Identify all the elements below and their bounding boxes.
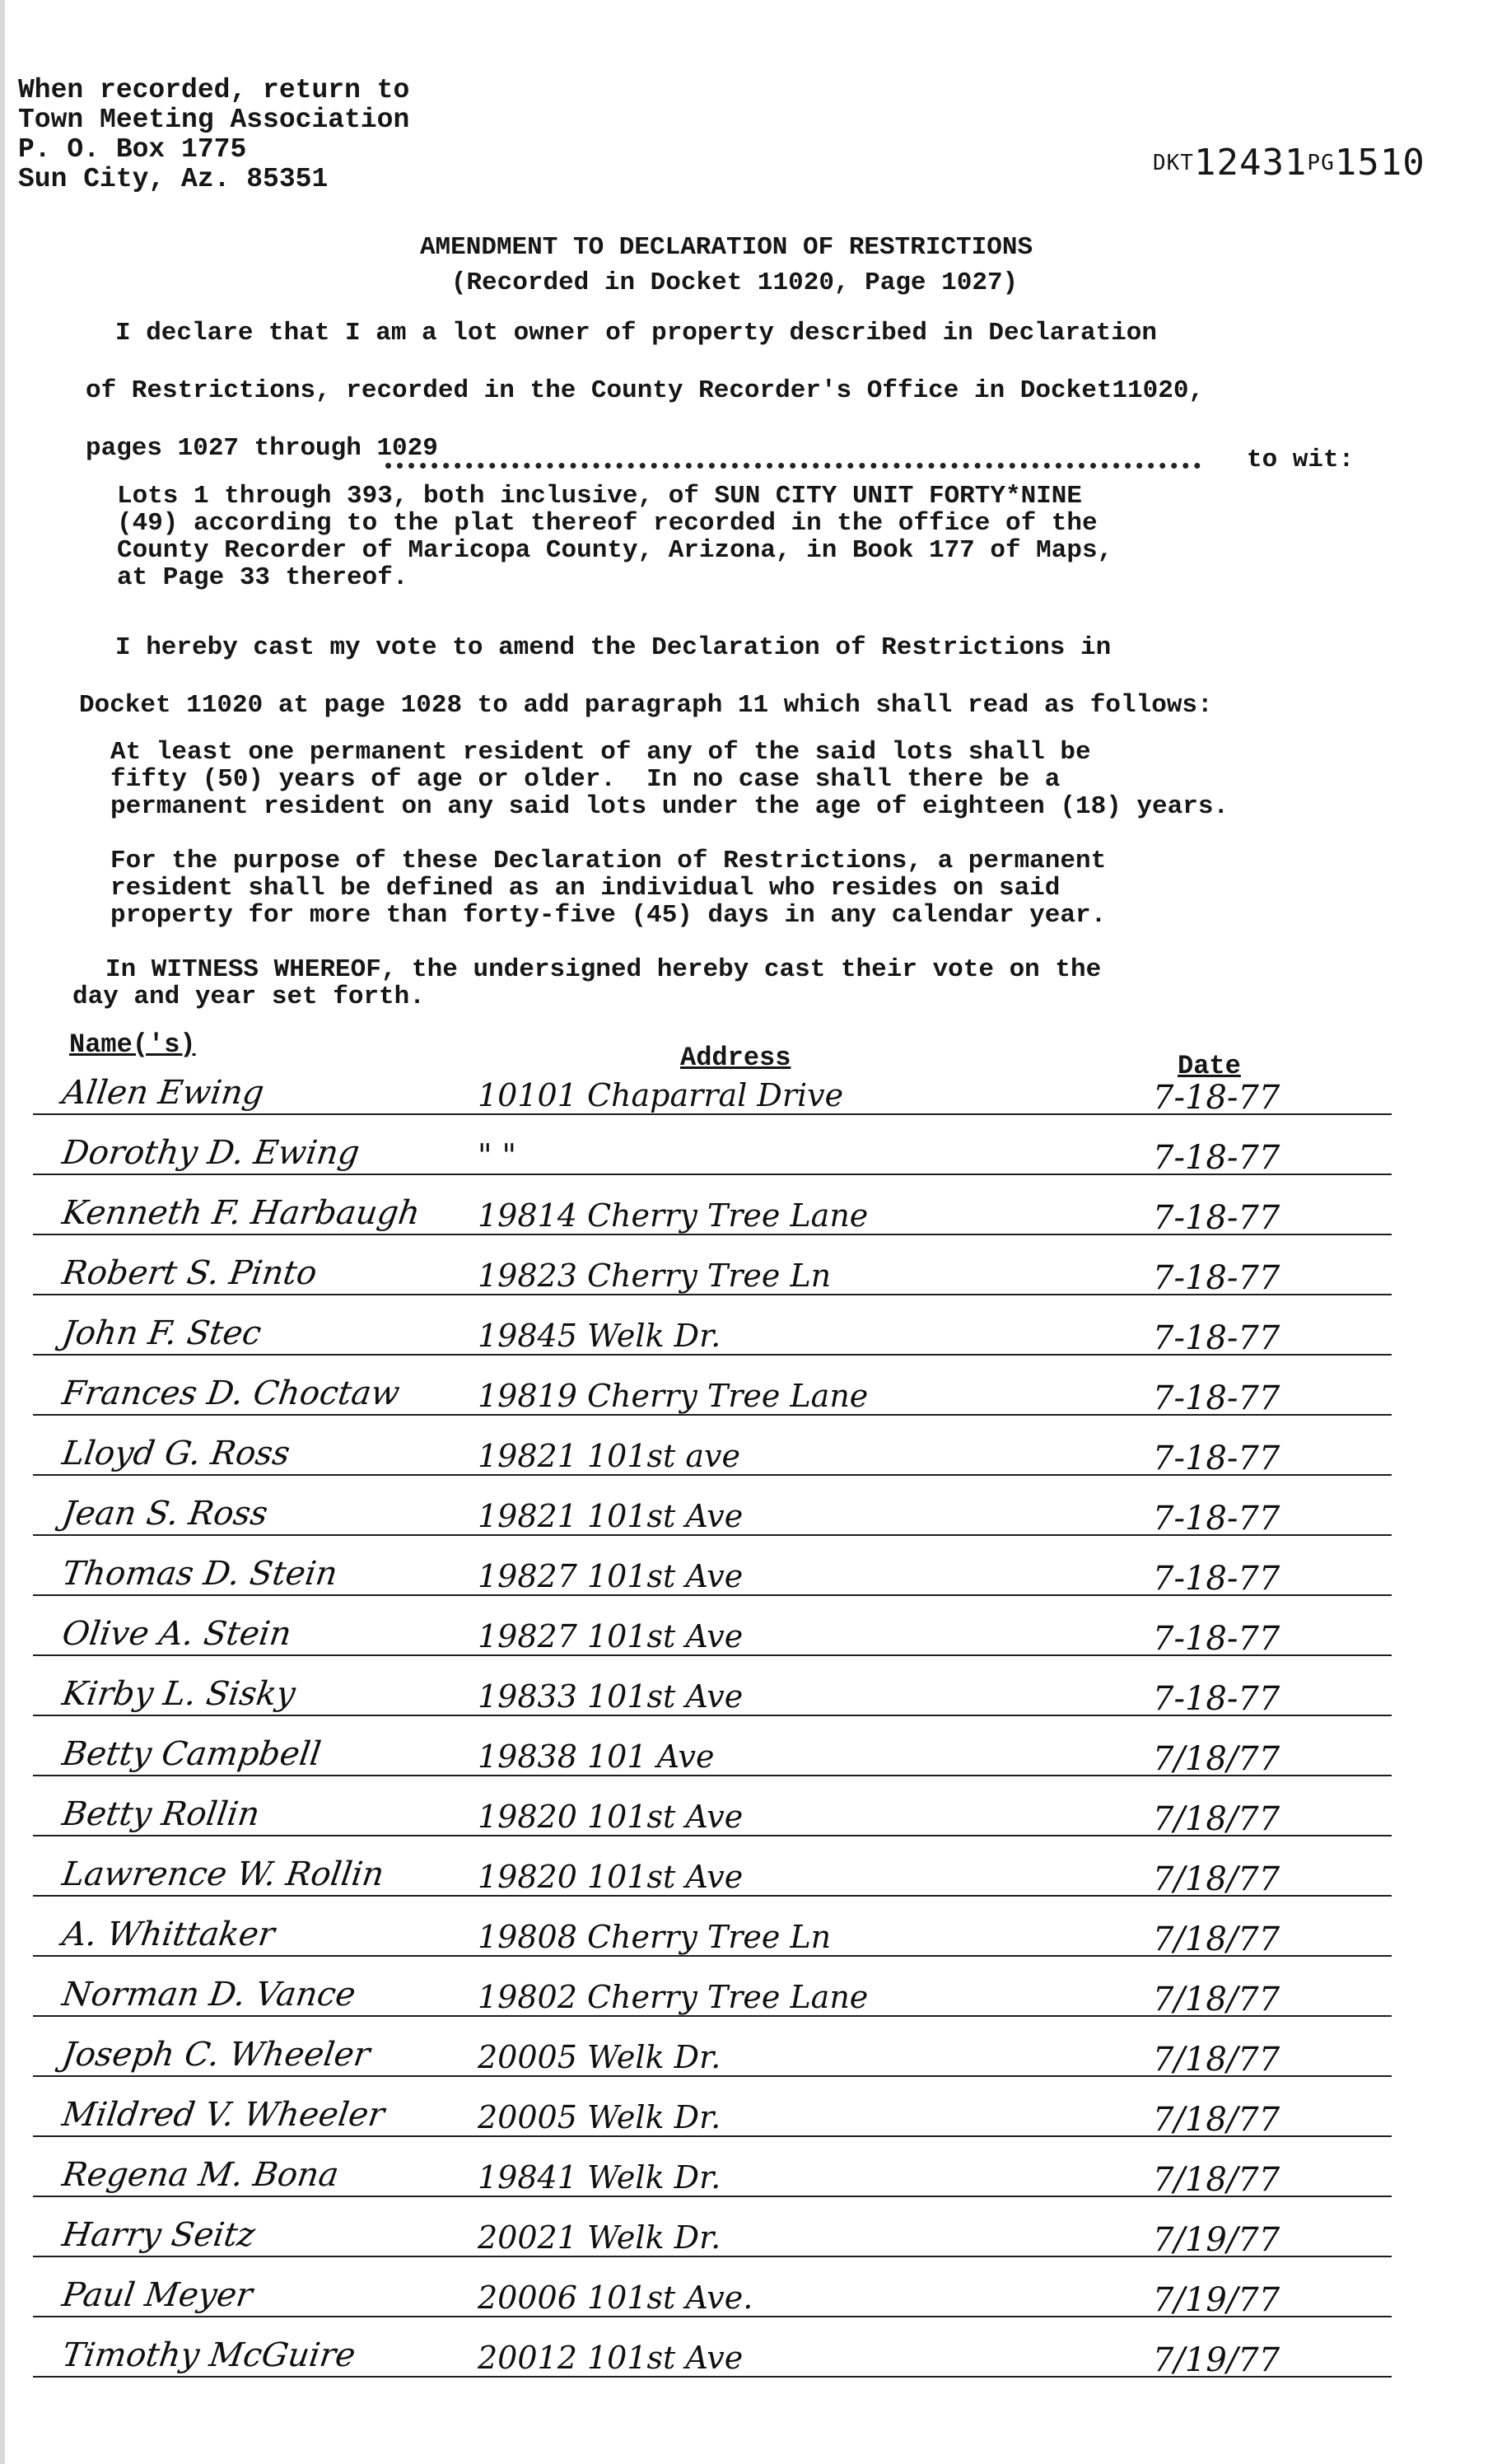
- declaration-line: I declare that I am a lot owner of property described in Declaration: [115, 319, 1158, 348]
- signer-address: 10101 Chaparral Drive: [478, 1077, 844, 1113]
- signature-date: 7/19/77: [1153, 2281, 1280, 2319]
- signer-name: Mildred V. Wheeler: [59, 2096, 387, 2134]
- signature-date: 7-18-77: [1153, 1139, 1280, 1177]
- signer-name: Paul Meyer: [59, 2276, 255, 2314]
- signer-address: 20021 Welk Dr.: [478, 2219, 721, 2256]
- signature-date: 7/18/77: [1153, 2041, 1280, 2079]
- signer-name: Olive A. Stein: [59, 1615, 294, 1653]
- return-address-line: Sun City, Az. 85351: [18, 164, 329, 194]
- address-column-header: Address: [680, 1043, 791, 1073]
- signature-row: [33, 2032, 1392, 2082]
- signer-name: Kenneth F. Harbaugh: [59, 1194, 422, 1232]
- signer-name: Betty Rollin: [59, 1795, 263, 1833]
- signature-date: 7-18-77: [1153, 1319, 1280, 1357]
- signer-name: Norman D. Vance: [59, 1976, 358, 2014]
- witness-line: day and year set forth.: [72, 982, 425, 1011]
- signature-row: [33, 1371, 1392, 1421]
- signer-address: 19819 Cherry Tree Lane: [478, 1378, 869, 1414]
- signer-address: 19820 101st Ave: [478, 1799, 744, 1835]
- signature-date: 7/18/77: [1153, 2161, 1280, 2199]
- signature-row: [33, 1071, 1392, 1120]
- to-wit-label: to wit:: [1247, 446, 1355, 474]
- signer-address: 19845 Welk Dr.: [478, 1318, 721, 1354]
- signature-row: [33, 1552, 1392, 1601]
- signature-row: [33, 2333, 1392, 2382]
- page-number: 1510: [1334, 142, 1425, 184]
- signer-address: 19802 Cherry Tree Lane: [478, 1979, 869, 2015]
- signature-date: 7/18/77: [1153, 1800, 1280, 1838]
- document-subtitle: (Recorded in Docket 11020, Page 1027): [450, 268, 1019, 297]
- signature-row: [33, 1251, 1392, 1300]
- return-address-line: When recorded, return to: [18, 75, 410, 105]
- signer-address: 19833 101st Ave: [478, 1678, 744, 1715]
- signer-address: 19841 Welk Dr.: [478, 2159, 721, 2196]
- signature-row: [33, 1311, 1392, 1360]
- signer-address: 19808 Cherry Tree Ln: [478, 1919, 832, 1955]
- declaration-line: of Restrictions, recorded in the County Recorder's Office in Docket11020,: [86, 376, 1205, 405]
- signature-row: [33, 2213, 1392, 2262]
- signer-name: Allen Ewing: [59, 1074, 267, 1112]
- lots-line: (49) according to the plat thereof recorded in the office of the: [117, 509, 1098, 538]
- signer-address: 20005 Welk Dr.: [478, 2099, 721, 2135]
- signature-row: [33, 1912, 1392, 1962]
- purpose-line: For the purpose of these Declaration of Restrictions, a permanent: [110, 847, 1107, 875]
- signature-date: 7-18-77: [1153, 1199, 1280, 1237]
- signer-name: Lloyd G. Ross: [59, 1435, 292, 1472]
- signature-date: 7-18-77: [1153, 1620, 1280, 1658]
- scan-edge: [0, 0, 5, 2464]
- purpose-line: resident shall be defined as an individual who resides on said: [110, 874, 1061, 903]
- signature-date: 7/18/77: [1153, 1860, 1280, 1898]
- signature-date: 7/18/77: [1153, 2101, 1280, 2139]
- signer-address: 19820 101st Ave: [478, 1859, 744, 1895]
- signer-name: Regena M. Bona: [59, 2156, 342, 2194]
- signer-name: Betty Campbell: [59, 1735, 324, 1773]
- signature-date: 7-18-77: [1153, 1440, 1280, 1477]
- resident-line: permanent resident on any said lots under the age of eighteen (18) years.: [110, 792, 1229, 821]
- signer-address: 19821 101st Ave: [478, 1498, 744, 1534]
- return-address-line: Town Meeting Association: [18, 105, 410, 135]
- signer-address: 19814 Cherry Tree Lane: [478, 1197, 869, 1234]
- dot-leader: [385, 458, 1201, 469]
- signature-date: 7-18-77: [1153, 1079, 1280, 1117]
- signer-address: 19823 Cherry Tree Ln: [478, 1258, 832, 1294]
- signer-name: Thomas D. Stein: [59, 1555, 340, 1593]
- signer-name: Harry Seitz: [59, 2216, 258, 2254]
- signature-row: [33, 1672, 1392, 1721]
- purpose-line: property for more than forty-five (45) days in any calendar year.: [110, 901, 1107, 930]
- return-address-block: [18, 76, 409, 194]
- signature-date: 7-18-77: [1153, 1500, 1280, 1538]
- signer-name: Dorothy D. Ewing: [59, 1134, 362, 1172]
- signature-row: [33, 1131, 1392, 1180]
- signer-address: 19838 101 Ave: [478, 1738, 715, 1775]
- name-column-header: Name('s): [69, 1029, 196, 1060]
- signature-row: [33, 1491, 1392, 1541]
- signature-row: [33, 1792, 1392, 1841]
- lots-line: Lots 1 through 393, both inclusive, of SUN CITY UNIT FORTY*NINE: [117, 482, 1082, 511]
- signature-row: [33, 2153, 1392, 2202]
- signature-date: 7-18-77: [1153, 1680, 1280, 1718]
- signature-row: [33, 1431, 1392, 1481]
- signature-row: [33, 1612, 1392, 1661]
- signer-name: John F. Stec: [59, 1314, 264, 1352]
- signer-address: 19827 101st Ave: [478, 1558, 744, 1594]
- vote-line: I hereby cast my vote to amend the Declaration of Restrictions in: [115, 633, 1112, 662]
- date-column-header: Date: [1178, 1051, 1241, 1081]
- lots-line: at Page 33 thereof.: [117, 563, 408, 592]
- signature-date: 7/19/77: [1153, 2341, 1280, 2379]
- signer-name: A. Whittaker: [59, 1916, 278, 1953]
- signer-name: Kirby L. Sisky: [59, 1675, 298, 1713]
- resident-line: At least one permanent resident of any of the said lots shall be: [110, 738, 1091, 767]
- witness-line: In WITNESS WHEREOF, the undersigned hereby cast their vote on the: [105, 955, 1102, 984]
- lots-line: County Recorder of Maricopa County, Arizona, in Book 177 of Maps,: [117, 536, 1113, 565]
- signer-name: Joseph C. Wheeler: [59, 2036, 373, 2074]
- docket-prefix: DKT: [1153, 151, 1194, 175]
- signer-name: Jean S. Ross: [59, 1495, 270, 1533]
- signature-row: [33, 2093, 1392, 2142]
- signature-row: [33, 1972, 1392, 2022]
- signature-date: 7/19/77: [1153, 2221, 1280, 2259]
- document-title: AMENDMENT TO DECLARATION OF RESTRICTIONS: [419, 233, 1033, 262]
- signature-date: 7/18/77: [1153, 1981, 1280, 2018]
- signature-row: [33, 1732, 1392, 1781]
- signer-name: Timothy McGuire: [59, 2336, 358, 2374]
- signature-date: 7/18/77: [1153, 1920, 1280, 1958]
- docket-number: 12431: [1193, 142, 1308, 184]
- vote-line: Docket 11020 at page 1028 to add paragraph 11 which shall read as follows:: [79, 691, 1213, 720]
- signer-name: Lawrence W. Rollin: [59, 1855, 387, 1893]
- signature-row: [33, 1191, 1392, 1240]
- resident-line: fifty (50) years of age or older. In no case shall there be a: [110, 765, 1061, 794]
- signer-address: 20012 101st Ave: [478, 2340, 744, 2376]
- return-address-line: P. O. Box 1775: [18, 134, 247, 165]
- signer-address: 19827 101st Ave: [478, 1618, 744, 1654]
- signer-address: 19821 101st ave: [478, 1438, 740, 1474]
- signer-name: Frances D. Choctaw: [59, 1374, 403, 1412]
- signer-address: " ": [478, 1137, 517, 1174]
- declaration-line: pages 1027 through 1029: [86, 434, 438, 463]
- page-prefix: PG: [1307, 151, 1335, 175]
- signature-date: 7-18-77: [1153, 1560, 1280, 1598]
- signer-name: Robert S. Pinto: [59, 1254, 320, 1292]
- docket-stamp: [1153, 142, 1425, 184]
- signature-row: [33, 1852, 1392, 1902]
- signature-date: 7-18-77: [1153, 1259, 1280, 1297]
- signature-date: 7/18/77: [1153, 1740, 1280, 1778]
- signer-address: 20006 101st Ave.: [478, 2280, 753, 2316]
- signature-date: 7-18-77: [1153, 1379, 1280, 1417]
- signer-address: 20005 Welk Dr.: [478, 2039, 721, 2075]
- signature-row: [33, 2273, 1392, 2322]
